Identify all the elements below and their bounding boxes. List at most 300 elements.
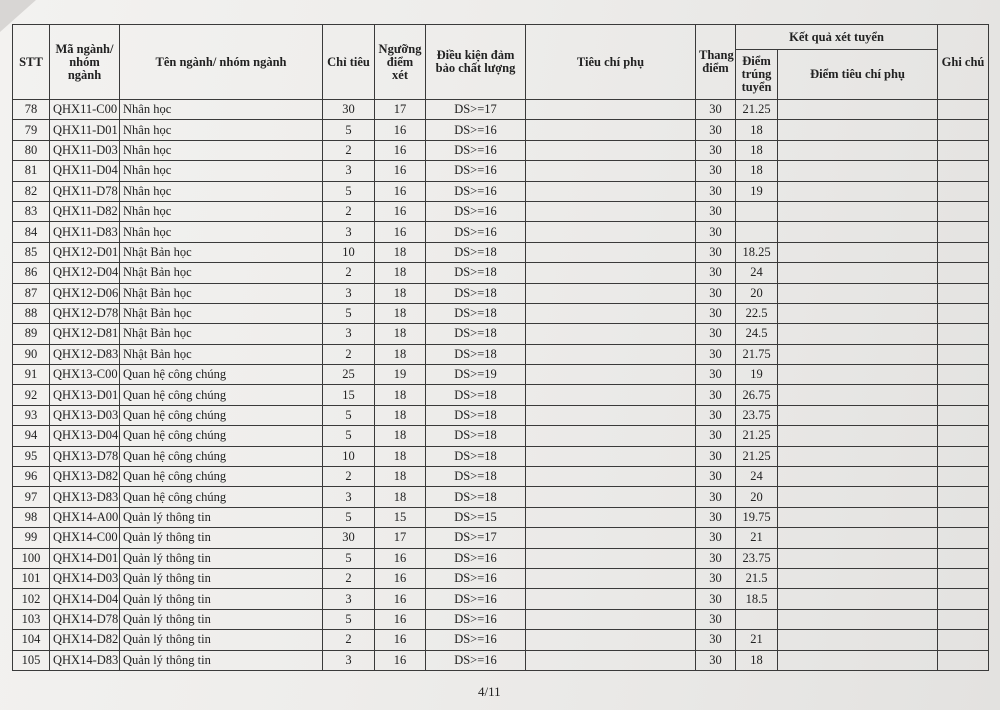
table-row xyxy=(13,140,989,160)
cell-ghi-chu xyxy=(938,365,989,385)
cell-diem-trung-tuyen: 24 xyxy=(736,467,778,487)
cell-thang-diem: 30 xyxy=(696,487,736,507)
cell-ten-nganh: Nhân học xyxy=(120,201,323,221)
cell-ghi-chu xyxy=(938,283,989,303)
cell-stt: 101 xyxy=(13,568,50,588)
cell-diem-trung-tuyen: 18.5 xyxy=(736,589,778,609)
table-row xyxy=(13,181,989,201)
cell-thang-diem: 30 xyxy=(696,609,736,629)
cell-dieu-kien: DS>=16 xyxy=(426,140,526,160)
cell-nguong-diem: 16 xyxy=(375,140,426,160)
cell-diem-tieu-chi-phu xyxy=(778,548,938,568)
cell-stt: 81 xyxy=(13,161,50,181)
cell-stt: 79 xyxy=(13,120,50,140)
cell-dieu-kien: DS>=16 xyxy=(426,181,526,201)
cell-thang-diem: 30 xyxy=(696,568,736,588)
cell-chi-tieu: 3 xyxy=(323,161,375,181)
cell-ten-nganh: Quản lý thông tin xyxy=(120,650,323,670)
cell-thang-diem: 30 xyxy=(696,630,736,650)
table-row xyxy=(13,324,989,344)
cell-ten-nganh: Quan hệ công chúng xyxy=(120,487,323,507)
cell-thang-diem: 30 xyxy=(696,120,736,140)
cell-chi-tieu: 5 xyxy=(323,609,375,629)
cell-diem-tieu-chi-phu xyxy=(778,487,938,507)
cell-ma-nganh: QHX11-C00 xyxy=(50,100,120,120)
cell-chi-tieu: 5 xyxy=(323,507,375,527)
cell-diem-trung-tuyen: 18 xyxy=(736,161,778,181)
cell-diem-tieu-chi-phu xyxy=(778,426,938,446)
cell-thang-diem: 30 xyxy=(696,283,736,303)
cell-dieu-kien: DS>=16 xyxy=(426,568,526,588)
cell-diem-trung-tuyen: 18 xyxy=(736,140,778,160)
table-row xyxy=(13,467,989,487)
cell-stt: 88 xyxy=(13,303,50,323)
cell-diem-tieu-chi-phu xyxy=(778,161,938,181)
cell-ghi-chu xyxy=(938,650,989,670)
cell-chi-tieu: 5 xyxy=(323,426,375,446)
cell-chi-tieu: 3 xyxy=(323,650,375,670)
table-row xyxy=(13,507,989,527)
cell-tieu-chi-phu xyxy=(526,365,696,385)
cell-ma-nganh: QHX12-D04 xyxy=(50,263,120,283)
cell-diem-trung-tuyen xyxy=(736,201,778,221)
cell-diem-tieu-chi-phu xyxy=(778,344,938,364)
header-chi-tieu: Chỉ tiêu xyxy=(323,25,375,100)
cell-ghi-chu xyxy=(938,161,989,181)
cell-dieu-kien: DS>=18 xyxy=(426,242,526,262)
cell-dieu-kien: DS>=18 xyxy=(426,344,526,364)
cell-ghi-chu xyxy=(938,467,989,487)
cell-stt: 86 xyxy=(13,263,50,283)
cell-nguong-diem: 19 xyxy=(375,365,426,385)
header-ma-nganh: Mã ngành/ nhóm ngành xyxy=(50,25,120,100)
table-row xyxy=(13,446,989,466)
cell-tieu-chi-phu xyxy=(526,487,696,507)
cell-dieu-kien: DS>=18 xyxy=(426,487,526,507)
cell-thang-diem: 30 xyxy=(696,181,736,201)
cell-ten-nganh: Nhật Bản học xyxy=(120,263,323,283)
cell-ten-nganh: Nhật Bản học xyxy=(120,303,323,323)
cell-ten-nganh: Quan hệ công chúng xyxy=(120,467,323,487)
table-row xyxy=(13,344,989,364)
cell-chi-tieu: 2 xyxy=(323,467,375,487)
cell-ten-nganh: Nhân học xyxy=(120,222,323,242)
cell-tieu-chi-phu xyxy=(526,303,696,323)
cell-ten-nganh: Nhân học xyxy=(120,140,323,160)
cell-nguong-diem: 18 xyxy=(375,467,426,487)
cell-chi-tieu: 3 xyxy=(323,589,375,609)
cell-chi-tieu: 3 xyxy=(323,222,375,242)
cell-tieu-chi-phu xyxy=(526,100,696,120)
cell-ghi-chu xyxy=(938,630,989,650)
cell-diem-tieu-chi-phu xyxy=(778,650,938,670)
cell-stt: 97 xyxy=(13,487,50,507)
cell-nguong-diem: 16 xyxy=(375,650,426,670)
cell-tieu-chi-phu xyxy=(526,426,696,446)
cell-ma-nganh: QHX14-D78 xyxy=(50,609,120,629)
cell-chi-tieu: 5 xyxy=(323,405,375,425)
cell-diem-tieu-chi-phu xyxy=(778,140,938,160)
cell-ten-nganh: Quản lý thông tin xyxy=(120,507,323,527)
cell-stt: 78 xyxy=(13,100,50,120)
cell-stt: 105 xyxy=(13,650,50,670)
cell-diem-trung-tuyen xyxy=(736,222,778,242)
cell-ten-nganh: Nhân học xyxy=(120,161,323,181)
cell-stt: 99 xyxy=(13,528,50,548)
cell-nguong-diem: 17 xyxy=(375,100,426,120)
cell-ma-nganh: QHX12-D78 xyxy=(50,303,120,323)
cell-stt: 95 xyxy=(13,446,50,466)
cell-diem-trung-tuyen: 21.25 xyxy=(736,426,778,446)
cell-tieu-chi-phu xyxy=(526,161,696,181)
cell-ma-nganh: QHX11-D04 xyxy=(50,161,120,181)
cell-diem-trung-tuyen: 21 xyxy=(736,528,778,548)
cell-dieu-kien: DS>=18 xyxy=(426,405,526,425)
cell-ten-nganh: Quan hệ công chúng xyxy=(120,426,323,446)
cell-dieu-kien: DS>=16 xyxy=(426,548,526,568)
cell-diem-trung-tuyen: 23.75 xyxy=(736,405,778,425)
cell-diem-tieu-chi-phu xyxy=(778,324,938,344)
table-row xyxy=(13,201,989,221)
cell-thang-diem: 30 xyxy=(696,365,736,385)
cell-thang-diem: 30 xyxy=(696,528,736,548)
cell-nguong-diem: 16 xyxy=(375,161,426,181)
cell-ghi-chu xyxy=(938,426,989,446)
cell-ma-nganh: QHX12-D81 xyxy=(50,324,120,344)
cell-nguong-diem: 18 xyxy=(375,324,426,344)
cell-chi-tieu: 2 xyxy=(323,568,375,588)
header-thang-diem: Thang điểm xyxy=(696,25,736,100)
cell-tieu-chi-phu xyxy=(526,405,696,425)
cell-ma-nganh: QHX13-C00 xyxy=(50,365,120,385)
cell-dieu-kien: DS>=16 xyxy=(426,161,526,181)
cell-chi-tieu: 2 xyxy=(323,263,375,283)
cell-diem-trung-tuyen: 21.25 xyxy=(736,446,778,466)
cell-tieu-chi-phu xyxy=(526,283,696,303)
cell-diem-trung-tuyen: 21.5 xyxy=(736,568,778,588)
cell-nguong-diem: 18 xyxy=(375,303,426,323)
cell-nguong-diem: 18 xyxy=(375,242,426,262)
cell-stt: 96 xyxy=(13,467,50,487)
cell-dieu-kien: DS>=15 xyxy=(426,507,526,527)
cell-diem-tieu-chi-phu xyxy=(778,528,938,548)
cell-ghi-chu xyxy=(938,507,989,527)
cell-diem-trung-tuyen: 20 xyxy=(736,487,778,507)
cell-diem-trung-tuyen: 21 xyxy=(736,630,778,650)
cell-stt: 82 xyxy=(13,181,50,201)
cell-diem-tieu-chi-phu xyxy=(778,222,938,242)
cell-ma-nganh: QHX11-D78 xyxy=(50,181,120,201)
cell-ma-nganh: QHX13-D82 xyxy=(50,467,120,487)
cell-chi-tieu: 5 xyxy=(323,120,375,140)
table-row xyxy=(13,548,989,568)
cell-thang-diem: 30 xyxy=(696,426,736,446)
cell-ghi-chu xyxy=(938,222,989,242)
cell-ghi-chu xyxy=(938,405,989,425)
header-tieu-chi-phu: Tiêu chí phụ xyxy=(526,25,696,100)
cell-diem-tieu-chi-phu xyxy=(778,100,938,120)
cell-ma-nganh: QHX13-D04 xyxy=(50,426,120,446)
cell-ma-nganh: QHX14-A00 xyxy=(50,507,120,527)
cell-ghi-chu xyxy=(938,303,989,323)
cell-diem-tieu-chi-phu xyxy=(778,589,938,609)
table-row xyxy=(13,385,989,405)
cell-stt: 92 xyxy=(13,385,50,405)
cell-ghi-chu xyxy=(938,140,989,160)
header-diem-trung-tuyen: Điểm trúng tuyển xyxy=(736,50,778,100)
cell-ghi-chu xyxy=(938,263,989,283)
cell-tieu-chi-phu xyxy=(526,385,696,405)
cell-diem-tieu-chi-phu xyxy=(778,181,938,201)
table-row xyxy=(13,609,989,629)
cell-ghi-chu xyxy=(938,568,989,588)
cell-nguong-diem: 16 xyxy=(375,548,426,568)
cell-thang-diem: 30 xyxy=(696,467,736,487)
cell-tieu-chi-phu xyxy=(526,222,696,242)
cell-ten-nganh: Quản lý thông tin xyxy=(120,548,323,568)
cell-ghi-chu xyxy=(938,487,989,507)
cell-dieu-kien: DS>=18 xyxy=(426,263,526,283)
cell-ma-nganh: QHX11-D83 xyxy=(50,222,120,242)
table-row xyxy=(13,283,989,303)
cell-ma-nganh: QHX14-D01 xyxy=(50,548,120,568)
cell-ghi-chu xyxy=(938,120,989,140)
cell-stt: 93 xyxy=(13,405,50,425)
admission-results-table xyxy=(12,24,989,671)
cell-nguong-diem: 16 xyxy=(375,120,426,140)
cell-diem-tieu-chi-phu xyxy=(778,120,938,140)
cell-dieu-kien: DS>=16 xyxy=(426,609,526,629)
cell-ten-nganh: Nhật Bản học xyxy=(120,324,323,344)
cell-tieu-chi-phu xyxy=(526,609,696,629)
cell-diem-tieu-chi-phu xyxy=(778,385,938,405)
cell-dieu-kien: DS>=18 xyxy=(426,303,526,323)
cell-nguong-diem: 18 xyxy=(375,446,426,466)
cell-ma-nganh: QHX11-D03 xyxy=(50,140,120,160)
cell-diem-tieu-chi-phu xyxy=(778,630,938,650)
cell-diem-trung-tuyen: 23.75 xyxy=(736,548,778,568)
cell-tieu-chi-phu xyxy=(526,324,696,344)
cell-diem-tieu-chi-phu xyxy=(778,201,938,221)
cell-ten-nganh: Quan hệ công chúng xyxy=(120,405,323,425)
cell-stt: 89 xyxy=(13,324,50,344)
cell-ma-nganh: QHX13-D03 xyxy=(50,405,120,425)
cell-chi-tieu: 2 xyxy=(323,630,375,650)
cell-chi-tieu: 15 xyxy=(323,385,375,405)
cell-dieu-kien: DS>=16 xyxy=(426,120,526,140)
cell-diem-trung-tuyen: 18 xyxy=(736,650,778,670)
cell-dieu-kien: DS>=19 xyxy=(426,365,526,385)
table-body xyxy=(13,100,989,671)
cell-diem-trung-tuyen: 18 xyxy=(736,120,778,140)
table-header-row xyxy=(13,25,989,50)
cell-diem-tieu-chi-phu xyxy=(778,263,938,283)
cell-stt: 90 xyxy=(13,344,50,364)
cell-ten-nganh: Nhân học xyxy=(120,181,323,201)
cell-nguong-diem: 18 xyxy=(375,263,426,283)
cell-ten-nganh: Nhân học xyxy=(120,100,323,120)
cell-thang-diem: 30 xyxy=(696,100,736,120)
cell-diem-trung-tuyen: 21.75 xyxy=(736,344,778,364)
cell-thang-diem: 30 xyxy=(696,201,736,221)
cell-dieu-kien: DS>=18 xyxy=(426,324,526,344)
cell-diem-tieu-chi-phu xyxy=(778,303,938,323)
cell-chi-tieu: 2 xyxy=(323,344,375,364)
cell-ten-nganh: Quan hệ công chúng xyxy=(120,385,323,405)
cell-dieu-kien: DS>=16 xyxy=(426,201,526,221)
cell-thang-diem: 30 xyxy=(696,263,736,283)
cell-nguong-diem: 18 xyxy=(375,385,426,405)
header-ten-nganh: Tên ngành/ nhóm ngành xyxy=(120,25,323,100)
cell-diem-tieu-chi-phu xyxy=(778,568,938,588)
cell-diem-trung-tuyen: 20 xyxy=(736,283,778,303)
cell-diem-tieu-chi-phu xyxy=(778,507,938,527)
cell-ten-nganh: Quản lý thông tin xyxy=(120,589,323,609)
cell-stt: 91 xyxy=(13,365,50,385)
cell-thang-diem: 30 xyxy=(696,548,736,568)
cell-diem-trung-tuyen: 24 xyxy=(736,263,778,283)
cell-stt: 100 xyxy=(13,548,50,568)
cell-nguong-diem: 18 xyxy=(375,283,426,303)
cell-diem-trung-tuyen: 19.75 xyxy=(736,507,778,527)
cell-dieu-kien: DS>=18 xyxy=(426,446,526,466)
cell-ten-nganh: Nhật Bản học xyxy=(120,344,323,364)
cell-diem-trung-tuyen: 22.5 xyxy=(736,303,778,323)
cell-tieu-chi-phu xyxy=(526,120,696,140)
cell-diem-tieu-chi-phu xyxy=(778,446,938,466)
cell-ten-nganh: Quản lý thông tin xyxy=(120,609,323,629)
cell-tieu-chi-phu xyxy=(526,467,696,487)
cell-ten-nganh: Nhật Bản học xyxy=(120,242,323,262)
cell-thang-diem: 30 xyxy=(696,589,736,609)
cell-thang-diem: 30 xyxy=(696,344,736,364)
cell-ma-nganh: QHX12-D01 xyxy=(50,242,120,262)
cell-stt: 85 xyxy=(13,242,50,262)
cell-dieu-kien: DS>=17 xyxy=(426,528,526,548)
header-ghi-chu: Ghi chú xyxy=(938,25,989,100)
cell-tieu-chi-phu xyxy=(526,630,696,650)
cell-chi-tieu: 5 xyxy=(323,548,375,568)
cell-diem-trung-tuyen: 24.5 xyxy=(736,324,778,344)
cell-tieu-chi-phu xyxy=(526,263,696,283)
cell-stt: 84 xyxy=(13,222,50,242)
cell-chi-tieu: 10 xyxy=(323,446,375,466)
table-row xyxy=(13,161,989,181)
header-dieu-kien: Điều kiện đảm bảo chất lượng xyxy=(426,25,526,100)
cell-chi-tieu: 3 xyxy=(323,324,375,344)
cell-ghi-chu xyxy=(938,324,989,344)
cell-thang-diem: 30 xyxy=(696,161,736,181)
cell-nguong-diem: 15 xyxy=(375,507,426,527)
cell-diem-tieu-chi-phu xyxy=(778,283,938,303)
cell-ma-nganh: QHX13-D78 xyxy=(50,446,120,466)
cell-ghi-chu xyxy=(938,385,989,405)
table-row xyxy=(13,589,989,609)
cell-ma-nganh: QHX14-D82 xyxy=(50,630,120,650)
cell-ma-nganh: QHX11-D82 xyxy=(50,201,120,221)
cell-ma-nganh: QHX14-C00 xyxy=(50,528,120,548)
table-row xyxy=(13,405,989,425)
cell-diem-tieu-chi-phu xyxy=(778,609,938,629)
cell-diem-tieu-chi-phu xyxy=(778,467,938,487)
cell-nguong-diem: 18 xyxy=(375,487,426,507)
cell-ten-nganh: Quan hệ công chúng xyxy=(120,446,323,466)
cell-dieu-kien: DS>=17 xyxy=(426,100,526,120)
header-nguong-diem: Ngưỡng điểm xét xyxy=(375,25,426,100)
cell-chi-tieu: 3 xyxy=(323,283,375,303)
cell-dieu-kien: DS>=18 xyxy=(426,283,526,303)
cell-tieu-chi-phu xyxy=(526,181,696,201)
cell-thang-diem: 30 xyxy=(696,303,736,323)
cell-ten-nganh: Quản lý thông tin xyxy=(120,630,323,650)
cell-dieu-kien: DS>=16 xyxy=(426,589,526,609)
cell-nguong-diem: 16 xyxy=(375,568,426,588)
cell-nguong-diem: 16 xyxy=(375,222,426,242)
table-row xyxy=(13,426,989,446)
cell-chi-tieu: 2 xyxy=(323,201,375,221)
cell-tieu-chi-phu xyxy=(526,140,696,160)
cell-nguong-diem: 16 xyxy=(375,589,426,609)
table-row xyxy=(13,222,989,242)
cell-ma-nganh: QHX11-D01 xyxy=(50,120,120,140)
cell-chi-tieu: 25 xyxy=(323,365,375,385)
cell-thang-diem: 30 xyxy=(696,324,736,344)
cell-stt: 87 xyxy=(13,283,50,303)
cell-ma-nganh: QHX14-D03 xyxy=(50,568,120,588)
table-row xyxy=(13,100,989,120)
cell-ghi-chu xyxy=(938,100,989,120)
cell-thang-diem: 30 xyxy=(696,140,736,160)
cell-thang-diem: 30 xyxy=(696,405,736,425)
cell-tieu-chi-phu xyxy=(526,568,696,588)
cell-stt: 104 xyxy=(13,630,50,650)
cell-thang-diem: 30 xyxy=(696,385,736,405)
cell-ghi-chu xyxy=(938,528,989,548)
cell-chi-tieu: 3 xyxy=(323,487,375,507)
cell-stt: 80 xyxy=(13,140,50,160)
cell-ghi-chu xyxy=(938,609,989,629)
cell-nguong-diem: 18 xyxy=(375,426,426,446)
cell-nguong-diem: 16 xyxy=(375,201,426,221)
table-row xyxy=(13,528,989,548)
cell-ghi-chu xyxy=(938,548,989,568)
cell-chi-tieu: 10 xyxy=(323,242,375,262)
cell-nguong-diem: 17 xyxy=(375,528,426,548)
cell-diem-tieu-chi-phu xyxy=(778,365,938,385)
table-row xyxy=(13,242,989,262)
header-ket-qua: Kết quả xét tuyển xyxy=(736,25,938,50)
cell-ma-nganh: QHX12-D06 xyxy=(50,283,120,303)
cell-chi-tieu: 5 xyxy=(323,303,375,323)
cell-diem-tieu-chi-phu xyxy=(778,405,938,425)
table-row xyxy=(13,650,989,670)
cell-ghi-chu xyxy=(938,242,989,262)
cell-ten-nganh: Nhân học xyxy=(120,120,323,140)
cell-dieu-kien: DS>=18 xyxy=(426,426,526,446)
cell-diem-trung-tuyen: 19 xyxy=(736,181,778,201)
cell-ghi-chu xyxy=(938,446,989,466)
cell-nguong-diem: 16 xyxy=(375,609,426,629)
cell-tieu-chi-phu xyxy=(526,344,696,364)
cell-thang-diem: 30 xyxy=(696,507,736,527)
cell-diem-trung-tuyen: 19 xyxy=(736,365,778,385)
cell-tieu-chi-phu xyxy=(526,650,696,670)
cell-diem-trung-tuyen xyxy=(736,609,778,629)
cell-tieu-chi-phu xyxy=(526,548,696,568)
cell-chi-tieu: 30 xyxy=(323,528,375,548)
cell-tieu-chi-phu xyxy=(526,589,696,609)
cell-diem-trung-tuyen: 26.75 xyxy=(736,385,778,405)
